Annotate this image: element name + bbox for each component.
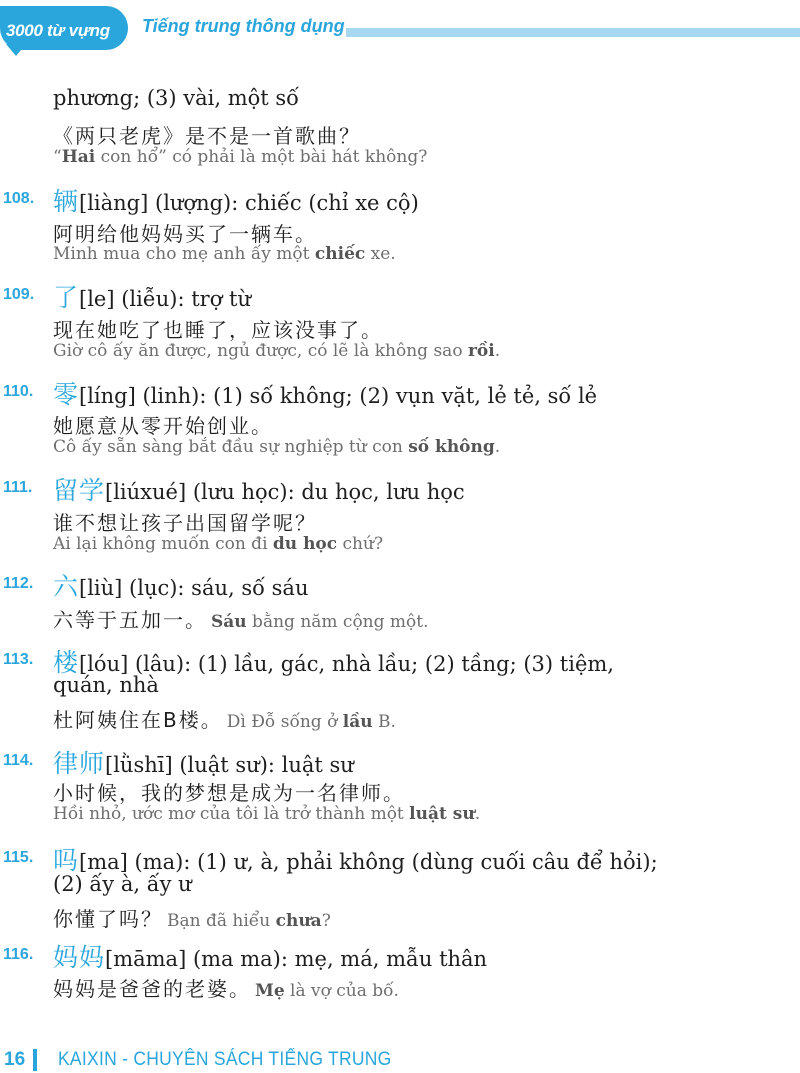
entry-definition: [māma] (ma ma): mẹ, má, mẫu thân xyxy=(105,947,488,971)
cn-text: 杜阿姨住在B楼。 xyxy=(53,708,223,732)
series-badge-label: 3000 từ vựng xyxy=(6,21,110,40)
vietnamese-example xyxy=(211,612,429,632)
vietnamese-example xyxy=(53,804,480,824)
vi-bold: Mẹ xyxy=(255,981,285,1001)
entry-definition-continued: quán, nhà xyxy=(53,673,159,697)
entry-headline xyxy=(53,938,487,974)
chinese-example: 谁不想让孩子出国留学呢？ xyxy=(53,511,317,535)
vi-bold: luật sư xyxy=(409,804,475,824)
vietnamese-example xyxy=(227,712,396,732)
vi-bold: chiếc xyxy=(314,244,366,264)
chinese-example xyxy=(53,704,396,733)
chinese-example: 阿明给他妈妈买了一辆车。 xyxy=(53,222,317,246)
vi-bold: rồi xyxy=(467,341,495,361)
vi-pre: Hồi nhỏ, ước mơ của tôi là trở thành một xyxy=(53,804,410,824)
entry-headline xyxy=(53,567,308,603)
chinese-example xyxy=(53,973,399,1002)
entry-definition: [lóu] (lâu): (1) lầu, gác, nhà lầu; (2) tầng; (3) tiệm, xyxy=(79,652,614,676)
entry-headline xyxy=(53,471,465,507)
page-header xyxy=(0,0,800,60)
vietnamese-example xyxy=(53,341,500,361)
vietnamese-example xyxy=(53,244,396,264)
vi-post: ? xyxy=(321,911,331,931)
vi-bold: số không xyxy=(408,437,495,457)
cn-text: 妈妈是爸爸的老婆。 xyxy=(53,977,251,1001)
entry-number: 108. xyxy=(3,190,35,207)
entry-hanzi: 楼 xyxy=(53,648,80,677)
continued-definition: phương; (3) vài, một số xyxy=(53,86,300,110)
entry-hanzi: 妈妈 xyxy=(53,943,106,972)
vi-bold: lầu xyxy=(342,712,373,732)
vi-post: . xyxy=(494,437,501,457)
entry-hanzi: 了 xyxy=(53,283,80,312)
header-accent-bar xyxy=(346,28,800,37)
series-badge xyxy=(0,6,128,50)
vi-pre: Cô ấy sẵn sàng bắt đầu sự nghiệp từ con xyxy=(53,437,409,457)
entry-headline xyxy=(53,375,597,411)
chinese-example xyxy=(53,604,429,633)
chinese-example: 现在她吃了也睡了，应该没事了。 xyxy=(53,318,383,342)
cn-text: 六等于五加一。 xyxy=(53,608,207,632)
vi-pre: Ai lại không muốn con đi xyxy=(53,534,273,554)
vi-rest: con hổ” có phải là một bài hát không? xyxy=(95,147,428,167)
vi-pre: Dì Đỗ sống ở xyxy=(226,712,343,732)
vi-pre: Bạn đã hiểu xyxy=(167,911,276,931)
vietnamese-example xyxy=(53,437,500,457)
entry-definition-continued: (2) ấy à, ấy ư xyxy=(53,872,192,896)
entry-number: 112. xyxy=(3,575,34,592)
continued-chinese-example: 《两只老虎》是不是一首歌曲？ xyxy=(53,124,361,148)
vi-pre: Giờ cô ấy ăn được, ngủ được, có lẽ là không sao xyxy=(53,341,468,361)
entry-hanzi: 留学 xyxy=(53,476,106,505)
entry-hanzi: 吗 xyxy=(53,846,80,875)
badge-tail xyxy=(6,44,26,56)
entry-definition: [líng] (linh): (1) số không; (2) vụn vặt, lẻ tẻ, số lẻ xyxy=(79,384,598,408)
entry-number: 113. xyxy=(3,651,34,668)
entry-hanzi: 律师 xyxy=(53,749,106,778)
entry-definition: [le] (liễu): trợ từ xyxy=(79,287,251,311)
vietnamese-example xyxy=(255,981,399,1001)
vietnamese-example xyxy=(167,911,331,931)
vi-post: . xyxy=(494,341,501,361)
entry-headline xyxy=(53,278,251,314)
vi-post: là vợ của bố. xyxy=(284,981,399,1001)
entry-definition: [liù] (lục): sáu, số sáu xyxy=(79,576,309,600)
vi-post: . xyxy=(474,804,481,824)
entry-number: 109. xyxy=(3,286,35,303)
vi-pre: Minh mua cho mẹ anh ấy một xyxy=(53,244,315,264)
entry-hanzi: 零 xyxy=(53,380,80,409)
entry-headline xyxy=(53,744,354,780)
entry-number: 111. xyxy=(3,479,33,496)
entry-headline xyxy=(53,182,419,218)
vi-post: bằng năm cộng một. xyxy=(246,612,429,632)
entry-hanzi: 辆 xyxy=(53,187,80,216)
page-footer xyxy=(0,1045,800,1073)
continued-vietnamese-example: “Hai con hổ” có phải là một bài hát không? xyxy=(53,147,428,167)
page-number: 16 xyxy=(4,1049,26,1070)
vi-post: xe. xyxy=(365,244,396,264)
entry-hanzi: 六 xyxy=(53,572,80,601)
publisher-name: KAIXIN - CHUYÊN SÁCH TIẾNG TRUNG xyxy=(58,1049,392,1070)
footer-divider xyxy=(33,1049,37,1071)
vi-bold: chưa xyxy=(275,911,322,931)
entry-number: 114. xyxy=(3,752,34,769)
vi-post: chứ? xyxy=(337,534,384,554)
book-title: Tiếng trung thông dụng xyxy=(142,16,345,36)
entry-definition: [liàng] (lượng): chiếc (chỉ xe cộ) xyxy=(79,191,419,215)
entry-definition: [liúxué] (lưu học): du học, lưu học xyxy=(105,480,465,504)
entry-number: 116. xyxy=(3,946,34,963)
vi-bold: Hai xyxy=(61,147,96,167)
entry-definition: [ma] (ma): (1) ư, à, phải không (dùng cuối câu để hỏi); xyxy=(79,850,658,874)
chinese-example: 小时候，我的梦想是成为一名律师。 xyxy=(53,781,405,805)
vi-bold: Sáu xyxy=(211,612,247,632)
entry-number: 110. xyxy=(3,383,34,400)
chinese-example xyxy=(53,903,331,932)
chinese-example: 她愿意从零开始创业。 xyxy=(53,414,273,438)
vi-bold: du học xyxy=(272,534,338,554)
vietnamese-example xyxy=(53,534,383,554)
entry-number: 115. xyxy=(3,849,34,866)
vi-post: B. xyxy=(372,712,396,732)
entry-definition: [lǜshī] (luật sư): luật sư xyxy=(105,753,354,777)
cn-text: 你懂了吗？ xyxy=(53,907,163,931)
